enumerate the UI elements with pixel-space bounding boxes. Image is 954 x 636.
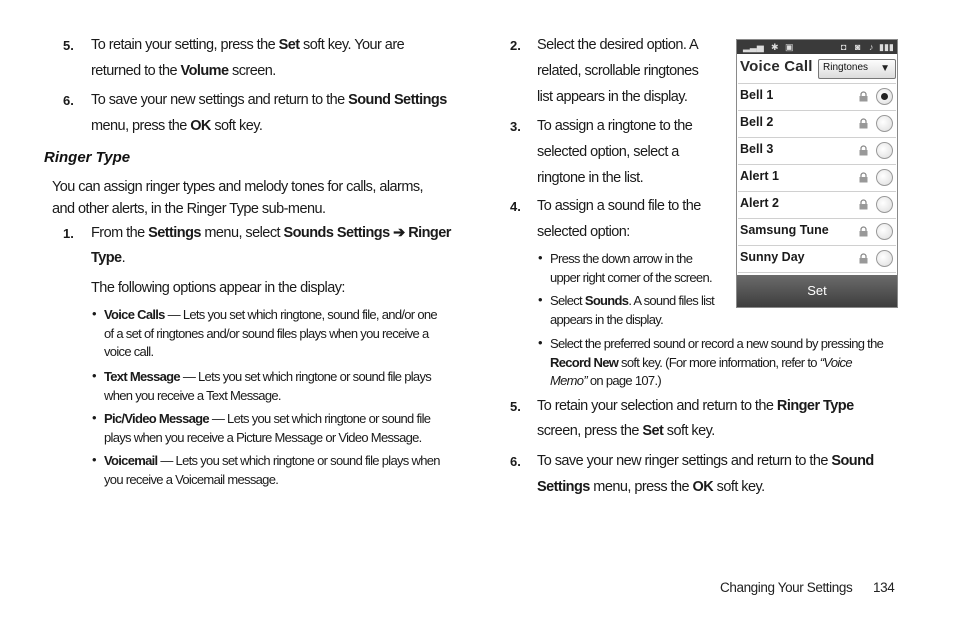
step-number: 1. [63, 226, 74, 241]
ringtone-item[interactable]: Bell 1 [738, 83, 896, 110]
step-number: 4. [510, 199, 521, 214]
page-number: 134 [873, 580, 895, 595]
radio-button[interactable] [876, 169, 893, 186]
step-number: 5. [63, 38, 74, 53]
radio-button[interactable] [876, 196, 893, 213]
lock-icon [859, 145, 868, 156]
status-bar [737, 40, 897, 54]
set-softkey[interactable] [737, 275, 897, 307]
radio-button[interactable] [876, 142, 893, 159]
phone-title: Voice Call [740, 58, 813, 75]
lock-icon [859, 172, 868, 183]
lock-icon [859, 226, 868, 237]
step-number: 2. [510, 38, 521, 53]
step-number: 3. [510, 119, 521, 134]
message-icon: ▣ [785, 42, 794, 52]
phone-screen [736, 39, 898, 308]
lock-icon [859, 91, 868, 102]
step-number: 5. [510, 399, 521, 414]
ringtone-item[interactable]: Bell 3 [738, 137, 896, 164]
lock-icon [859, 118, 868, 129]
dropdown-value: Ringtones [823, 62, 869, 73]
softkey-label: Set [807, 283, 827, 298]
ringtones-dropdown[interactable] [818, 59, 896, 79]
battery-icon: ▮▮▮ [879, 42, 894, 52]
footer-section: Changing Your Settings [720, 580, 853, 595]
ringtone-item[interactable]: Alert 1 [738, 164, 896, 191]
ringtone-item[interactable]: Alert 2 [738, 191, 896, 218]
radio-button[interactable] [876, 250, 893, 267]
ringtone-item[interactable]: Bell 2 [738, 110, 896, 137]
lock-icon [859, 253, 868, 264]
step-number: 6. [63, 93, 74, 108]
bluetooth-icon: ✱ [771, 42, 779, 52]
dropdown-arrow-icon: ▼ [880, 63, 890, 74]
radio-button[interactable] [876, 115, 893, 132]
section-intro: You can assign ringer types and melody tones for calls, alarms, and other alerts, in the Ringer Type sub-menu. [52, 179, 424, 217]
step-number: 6. [510, 454, 521, 469]
music-icon: ♪ [869, 42, 874, 52]
section-heading: Ringer Type [44, 149, 131, 166]
ringtone-item[interactable]: Sunny Day [738, 245, 896, 273]
lock-icon [859, 199, 868, 210]
radio-button[interactable] [876, 223, 893, 240]
options-intro: The following options appear in the display: [91, 280, 345, 296]
signal-icon: ▂▃▅ [743, 42, 764, 52]
ringtone-item[interactable]: Samsung Tune [738, 218, 896, 245]
radio-selected[interactable] [876, 88, 893, 105]
vibrate-icon: ◙ [855, 42, 861, 52]
alarm-icon: ◘ [841, 42, 847, 52]
